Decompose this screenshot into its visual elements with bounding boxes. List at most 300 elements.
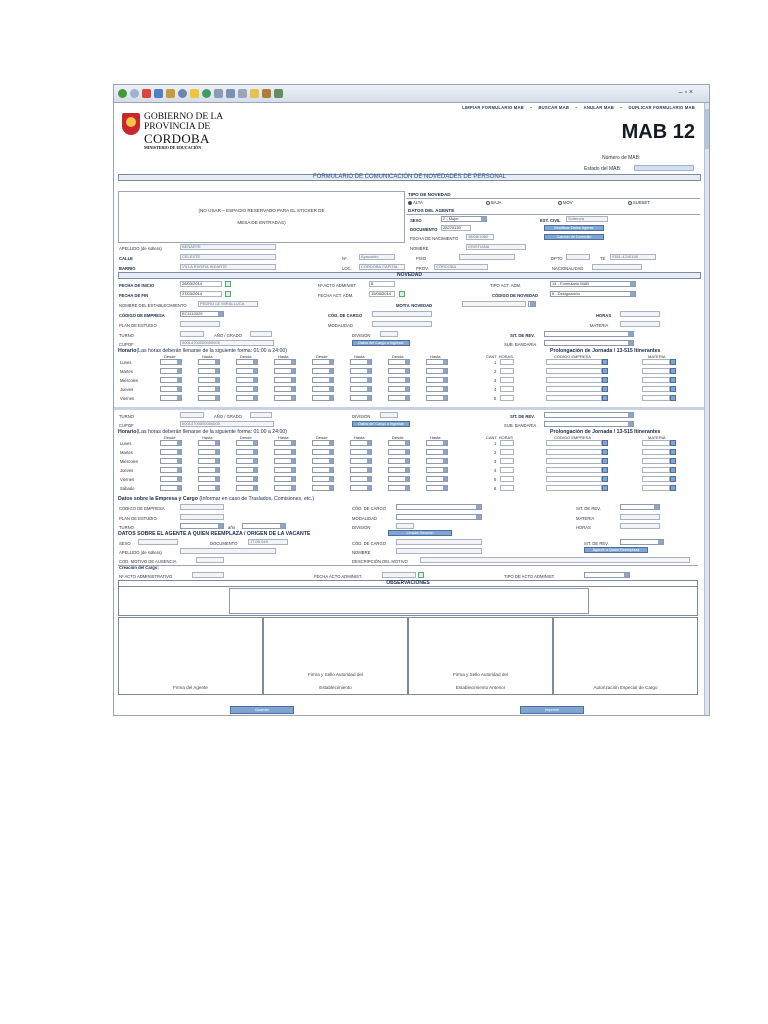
sub-bandaria2-select[interactable] — [544, 421, 634, 427]
loc-label: LOC. — [342, 266, 352, 271]
hour-select[interactable] — [426, 485, 448, 491]
hour-select[interactable] — [426, 377, 448, 383]
cambio-domicilio-button[interactable]: Cambio de Domicilio — [544, 234, 604, 240]
division-label: DIVISION — [352, 333, 371, 338]
horario-col-label: Desde — [392, 354, 404, 359]
hour-select[interactable] — [388, 395, 410, 401]
imprimir-button[interactable]: Imprimir — [520, 706, 584, 714]
messenger-icon[interactable] — [274, 89, 283, 98]
media-icon[interactable] — [202, 89, 211, 98]
ec-anio-select[interactable] — [242, 523, 286, 529]
radio-baja[interactable]: BAJA — [486, 200, 501, 205]
cupof-label: CUPOF — [119, 342, 134, 347]
hour-select[interactable] — [350, 395, 372, 401]
lookup-button[interactable] — [670, 359, 676, 365]
hour-select[interactable] — [350, 449, 372, 455]
hour-select[interactable] — [198, 359, 220, 365]
codigo-empresa-field[interactable] — [546, 440, 602, 446]
fecha-nac-field[interactable]: 18/08/1982 — [466, 234, 494, 240]
sub-bandaria-select[interactable] — [544, 340, 634, 346]
lookup-button[interactable] — [670, 458, 676, 464]
hour-select[interactable] — [274, 467, 296, 473]
codigo-empresa-field[interactable] — [546, 368, 602, 374]
hour-select[interactable] — [160, 440, 182, 446]
re-cod-cargo-label: CÓD. DE CARGO — [352, 541, 386, 546]
nacionalidad-field[interactable] — [592, 264, 642, 270]
ec-sit-rev-label: SIT. DE REV. — [576, 506, 601, 511]
cant-horas-field[interactable] — [500, 440, 514, 446]
cod-cargo-field[interactable] — [372, 311, 432, 317]
hour-select[interactable] — [426, 368, 448, 374]
hour-select[interactable] — [160, 368, 182, 374]
lookup-button[interactable] — [602, 485, 608, 491]
hour-select[interactable] — [160, 386, 182, 392]
cant-horas-field[interactable] — [500, 458, 514, 464]
hour-select[interactable] — [236, 359, 258, 365]
lookup-button[interactable] — [670, 377, 676, 383]
ec-modalidad-select[interactable] — [396, 514, 482, 520]
lookup-button[interactable] — [602, 377, 608, 383]
print-icon[interactable] — [238, 89, 247, 98]
piso-field[interactable] — [459, 254, 515, 260]
hour-select[interactable] — [160, 476, 182, 482]
hour-select[interactable] — [350, 368, 372, 374]
codigo-empresa-field[interactable] — [546, 386, 602, 392]
day-label: Martes — [120, 450, 133, 455]
ec-materia-field[interactable] — [620, 514, 660, 520]
hour-select[interactable] — [160, 395, 182, 401]
hour-select[interactable] — [198, 485, 220, 491]
hour-select[interactable] — [350, 467, 372, 473]
apellido-field[interactable]: BENARTE — [180, 244, 276, 250]
day-label: Lunes — [120, 360, 132, 365]
vertical-scrollbar[interactable] — [704, 103, 709, 716]
hour-select[interactable] — [388, 386, 410, 392]
hour-select[interactable] — [160, 458, 182, 464]
hour-select[interactable] — [198, 449, 220, 455]
calendar-icon[interactable] — [418, 572, 424, 578]
hour-select[interactable] — [274, 368, 296, 374]
motiv-field[interactable] — [462, 301, 526, 307]
lookup-button[interactable] — [602, 476, 608, 482]
hour-select[interactable] — [312, 368, 334, 374]
cant-horas-field[interactable] — [500, 377, 514, 383]
materia-field[interactable] — [642, 386, 670, 392]
lookup-button[interactable] — [670, 368, 676, 374]
codigo-empresa-label: CODIGO EMPRESA — [554, 435, 591, 440]
day-label: Viernes — [120, 477, 135, 482]
division-field[interactable] — [380, 331, 398, 337]
hour-select[interactable] — [388, 458, 410, 464]
materia-field[interactable] — [642, 377, 670, 383]
hour-select[interactable] — [274, 458, 296, 464]
datos-cargo-button[interactable]: Datos del Cargo a Ingresar — [352, 340, 410, 346]
logo-line-4: MINISTERIO DE EDUCACIÓN — [144, 145, 202, 150]
ec-plan-label: PLAN DE ESTUDIO — [119, 516, 157, 521]
lookup-button[interactable] — [602, 449, 608, 455]
hour-select[interactable] — [312, 449, 334, 455]
materia-field[interactable] — [642, 485, 670, 491]
materia-col-label: MATERIA — [648, 435, 666, 440]
hour-select[interactable] — [426, 440, 448, 446]
fecha-act-field[interactable]: 19/05/2014 — [369, 291, 395, 297]
codigo-novedad-select[interactable]: 6 - Designación — [550, 291, 636, 297]
hour-select[interactable] — [198, 458, 220, 464]
codigo-empresa-field[interactable] — [546, 377, 602, 383]
hour-select[interactable] — [388, 476, 410, 482]
sexo-select[interactable]: 2 - Mujer — [441, 216, 487, 222]
codigo-empresa-field[interactable] — [546, 485, 602, 491]
materia-field[interactable] — [642, 458, 670, 464]
ec-cod-empresa-label: CÓDIGO DE EMPRESA — [119, 506, 165, 511]
lookup-button[interactable] — [670, 476, 676, 482]
hour-select[interactable] — [426, 386, 448, 392]
row-number: 4 — [494, 468, 497, 473]
hour-select[interactable] — [198, 440, 220, 446]
hour-select[interactable] — [388, 440, 410, 446]
day-label: Miércoles — [120, 459, 138, 464]
search-icon[interactable] — [178, 89, 187, 98]
hour-select[interactable] — [236, 377, 258, 383]
row-number: 1 — [494, 360, 497, 365]
lookup-button[interactable] — [602, 440, 608, 446]
anio2-field[interactable] — [250, 412, 272, 418]
lookup-button[interactable] — [670, 485, 676, 491]
cant-horas-field[interactable] — [500, 467, 514, 473]
hour-select[interactable] — [350, 476, 372, 482]
radio-alta[interactable]: ALTA — [408, 200, 423, 205]
hour-select[interactable] — [160, 449, 182, 455]
window-controls[interactable]: – ▫ × — [678, 89, 693, 96]
hour-select[interactable] — [274, 476, 296, 482]
fecha-inicio-field[interactable]: 26/03/2014 — [180, 281, 222, 287]
motiv-select[interactable] — [528, 301, 536, 307]
hour-select[interactable] — [198, 476, 220, 482]
hour-select[interactable] — [198, 377, 220, 383]
cant-horas-field[interactable] — [500, 449, 514, 455]
cod-empresa-select[interactable]: EC1110029 — [180, 311, 224, 317]
materia-field[interactable] — [642, 359, 670, 365]
turno2-field[interactable] — [180, 412, 204, 418]
establecimiento-field[interactable]: PEDRO LE MIRALLUCA — [198, 301, 258, 307]
re-nombre-field[interactable] — [396, 548, 482, 554]
agente-reemplaza-button[interactable]: Agente a Quien Reemplaza — [584, 547, 648, 553]
nombre-field[interactable]: CRISTIANA — [466, 244, 526, 250]
re-nombre-label: NOMBRE — [352, 550, 371, 555]
cant-horas-field[interactable] — [500, 476, 514, 482]
dpto-field[interactable] — [566, 254, 590, 260]
prolongacion-title: Prolongación de Jornada / 13-515 Itinerantes — [550, 348, 661, 354]
hour-select[interactable] — [160, 377, 182, 383]
tipo-novedad-header — [406, 191, 700, 199]
ec-horas-field[interactable] — [620, 523, 660, 529]
row-number: 6 — [494, 486, 497, 491]
horas-field[interactable] — [620, 311, 660, 317]
day-label: Miércoles — [120, 378, 138, 383]
codigo-empresa-field[interactable] — [546, 458, 602, 464]
hour-select[interactable] — [388, 449, 410, 455]
back-icon[interactable] — [118, 89, 127, 98]
lookup-button[interactable] — [670, 449, 676, 455]
datos-cargo2-button[interactable]: Datos del Cargo a Ingresar — [352, 421, 410, 427]
observaciones-textarea[interactable] — [229, 588, 589, 614]
observaciones-box — [118, 580, 698, 616]
logo-line-2: PROVINCIA DE — [144, 121, 211, 132]
government-logo — [122, 113, 223, 150]
re-fecha-acto-field[interactable] — [382, 572, 416, 578]
edit-icon[interactable] — [250, 89, 259, 98]
lookup-button[interactable] — [670, 440, 676, 446]
prov-field[interactable]: CÓRDOBA — [434, 264, 488, 270]
stop-icon[interactable] — [142, 89, 151, 98]
nro-acto-label: Nº ACTO ADMINIST. — [318, 283, 357, 288]
materia-field[interactable] — [642, 368, 670, 374]
hour-select[interactable] — [312, 458, 334, 464]
barrio-field[interactable]: VILLA RIVERA INDARTE — [180, 264, 276, 270]
ec-cod-cargo-select[interactable] — [396, 504, 482, 510]
nombre-label: NOMBRE — [410, 246, 429, 251]
calendar-icon[interactable] — [225, 281, 231, 287]
codigo-empresa-label: CODIGO EMPRESA — [554, 354, 591, 359]
motiv-label: MOTIV. NOVEDAD — [396, 303, 433, 308]
horas-label: HORAS — [596, 313, 612, 318]
re-motivo-field[interactable] — [196, 557, 224, 563]
ec-plan-field[interactable] — [180, 514, 224, 520]
scrollbar-thumb[interactable] — [705, 109, 710, 149]
documento-field[interactable]: 28270130 — [441, 225, 471, 231]
re-apellido-field[interactable] — [180, 548, 276, 554]
calendar-icon[interactable] — [399, 291, 405, 297]
hour-select[interactable] — [350, 485, 372, 491]
re-nro-acto-label: Nº ACTO ADMINISTRATIVO — [119, 574, 173, 579]
ec-turno-select[interactable] — [180, 523, 224, 529]
ec-division-field[interactable] — [396, 523, 414, 529]
codigo-empresa-field[interactable] — [546, 476, 602, 482]
hour-select[interactable] — [274, 377, 296, 383]
cupof-field[interactable]: 00014700000000005 — [180, 340, 274, 346]
tipo-acto-select[interactable]: 14 - Formulario MAB — [550, 281, 636, 287]
loc-field[interactable]: CORDOBA CAPITAL — [359, 264, 405, 270]
lookup-button[interactable] — [602, 467, 608, 473]
favorites-icon[interactable] — [190, 89, 199, 98]
history-icon[interactable] — [214, 89, 223, 98]
re-nro-acto-field[interactable] — [192, 572, 224, 578]
hour-select[interactable] — [350, 440, 372, 446]
nav-limpiar[interactable]: LIMPIAR FORMULARIO MAB — [462, 105, 524, 110]
materia-field[interactable] — [642, 476, 670, 482]
lookup-button[interactable] — [602, 359, 608, 365]
division2-field[interactable] — [380, 412, 398, 418]
horario-col-label: Hasta — [354, 435, 365, 440]
sit-rev-select[interactable] — [544, 331, 634, 337]
hour-select[interactable] — [350, 386, 372, 392]
hour-select[interactable] — [350, 359, 372, 365]
empresa-cargo-heading: Datos sobre la Empresa y Cargo (Informar en caso de Traslados, Comisiones, etc.) — [118, 496, 315, 502]
hour-select[interactable] — [236, 449, 258, 455]
anio-field[interactable] — [250, 331, 272, 337]
turno2-label: TURNO — [119, 414, 134, 419]
plan-field[interactable] — [180, 321, 220, 327]
codigo-empresa-field[interactable] — [546, 467, 602, 473]
tel-field[interactable]: 0351-4240198 — [610, 254, 656, 260]
hour-select[interactable] — [274, 485, 296, 491]
nacionalidad-label: NACIONALIDAD — [552, 266, 584, 271]
hour-select[interactable] — [426, 476, 448, 482]
modalidad-field[interactable] — [372, 321, 432, 327]
materia-field[interactable] — [620, 321, 660, 327]
cant-horas-field[interactable] — [500, 485, 514, 491]
re-sexo-field[interactable] — [138, 539, 178, 545]
cant-horas-field[interactable] — [500, 368, 514, 374]
ec-cod-empresa-field[interactable] — [180, 504, 224, 510]
radio-mov[interactable]: MOV — [558, 200, 573, 205]
hour-select[interactable] — [274, 449, 296, 455]
autorizacion-cell — [553, 617, 698, 695]
re-sit-rev-select[interactable] — [620, 539, 664, 545]
home-icon[interactable] — [166, 89, 175, 98]
re-sexo-label: SEXO — [119, 541, 131, 546]
turno-field[interactable] — [180, 331, 204, 337]
hour-select[interactable] — [426, 359, 448, 365]
re-cod-cargo-field[interactable] — [396, 539, 482, 545]
cant-horas-field[interactable] — [500, 359, 514, 365]
hour-select[interactable] — [426, 458, 448, 464]
hour-select[interactable] — [198, 368, 220, 374]
hour-select[interactable] — [236, 458, 258, 464]
hour-select[interactable] — [236, 485, 258, 491]
materia-col-label: MATERIA — [648, 354, 666, 359]
hour-select[interactable] — [198, 395, 220, 401]
hour-select[interactable] — [312, 440, 334, 446]
hour-select[interactable] — [312, 377, 334, 383]
hour-select[interactable] — [236, 386, 258, 392]
horario-heading: Horario(Las horas deberán llenarse de la siguiente forma: 01:00 a 24:00) — [118, 348, 287, 354]
hour-select[interactable] — [274, 359, 296, 365]
firma-establecimiento-cell — [263, 617, 408, 695]
hour-select[interactable] — [312, 386, 334, 392]
materia-field[interactable] — [642, 449, 670, 455]
codigo-empresa-field[interactable] — [546, 395, 602, 401]
hour-select[interactable] — [236, 395, 258, 401]
hour-select[interactable] — [388, 359, 410, 365]
hour-select[interactable] — [388, 467, 410, 473]
limpiar-seccion-button[interactable]: Limpiar Sección — [388, 530, 452, 536]
radio-subset[interactable]: SUBSET — [628, 200, 650, 205]
hour-select[interactable] — [312, 467, 334, 473]
cant-horas-field[interactable] — [500, 395, 514, 401]
hour-select[interactable] — [160, 359, 182, 365]
materia-field[interactable] — [642, 440, 670, 446]
lookup-button[interactable] — [602, 386, 608, 392]
creacion-cargo-label: Creación del Cargo: — [119, 565, 159, 570]
lookup-button[interactable] — [670, 395, 676, 401]
hour-select[interactable] — [388, 368, 410, 374]
hour-select[interactable] — [236, 467, 258, 473]
ec-turno-label: TURNO — [119, 525, 134, 530]
cant-horas-field[interactable] — [500, 386, 514, 392]
hour-select[interactable] — [160, 467, 182, 473]
lookup-button[interactable] — [602, 395, 608, 401]
firma-est-line1: Firma y Sello Autoridad del — [308, 672, 363, 677]
hour-select[interactable] — [274, 440, 296, 446]
calle-field[interactable]: CELESTE — [180, 254, 276, 260]
row-number: 5 — [494, 396, 497, 401]
lookup-button[interactable] — [602, 368, 608, 374]
hour-select[interactable] — [312, 485, 334, 491]
calendar-icon[interactable] — [225, 291, 231, 297]
refresh-icon[interactable] — [154, 89, 163, 98]
autorizacion-label: Autorización Especial de Cargo — [593, 685, 658, 690]
hour-select[interactable] — [236, 368, 258, 374]
hour-select[interactable] — [198, 467, 220, 473]
est-civil-field[interactable]: Soltero/a — [566, 216, 608, 222]
day-label: Jueves — [120, 468, 134, 473]
lookup-button[interactable] — [670, 386, 676, 392]
forward-icon[interactable] — [130, 89, 139, 98]
hour-select[interactable] — [236, 440, 258, 446]
ec-sit-rev-select[interactable] — [620, 504, 660, 510]
nro-acto-field[interactable]: 8 — [369, 281, 395, 287]
nro-field[interactable]: Ayacucho — [359, 254, 395, 260]
hour-select[interactable] — [198, 386, 220, 392]
hour-select[interactable] — [426, 395, 448, 401]
re-motivo-label: COD. MOTIVO DE AUSENCIA — [119, 559, 177, 564]
ec-division-label: DIVISION — [352, 525, 371, 530]
fecha-fin-field[interactable]: 27/03/2014 — [180, 291, 222, 297]
hour-select[interactable] — [236, 476, 258, 482]
lookup-button[interactable] — [670, 467, 676, 473]
observaciones-title: OBSERVACIONES — [119, 581, 697, 587]
modificar-agente-button[interactable]: Modificar Datos Agente — [544, 225, 604, 231]
materia-field[interactable] — [642, 395, 670, 401]
discuss-icon[interactable] — [262, 89, 271, 98]
hour-select[interactable] — [388, 485, 410, 491]
hour-select[interactable] — [426, 467, 448, 473]
cupof2-field[interactable]: 00014700000000005 — [180, 421, 274, 427]
lookup-button[interactable] — [602, 458, 608, 464]
materia-field[interactable] — [642, 467, 670, 473]
re-tipo-acto-select[interactable] — [584, 572, 630, 578]
row-number: 3 — [494, 459, 497, 464]
hour-select[interactable] — [312, 359, 334, 365]
mail-icon[interactable] — [226, 89, 235, 98]
horario-col-label: Hasta — [278, 354, 289, 359]
hour-select[interactable] — [274, 395, 296, 401]
hour-select[interactable] — [274, 386, 296, 392]
sticker-line-2: MESA DE ENTRADAS) — [237, 220, 286, 225]
hour-select[interactable] — [388, 377, 410, 383]
novedad-title: NOVEDAD — [118, 272, 701, 279]
re-documento-field[interactable]: 17.05.049 — [248, 539, 288, 545]
hour-select[interactable] — [426, 449, 448, 455]
hour-select[interactable] — [312, 395, 334, 401]
numero-mab-label: Número de MAB: — [602, 155, 641, 161]
hour-select[interactable] — [350, 377, 372, 383]
horario-col-label: Hasta — [430, 354, 441, 359]
codigo-empresa-field[interactable] — [546, 359, 602, 365]
hour-select[interactable] — [312, 476, 334, 482]
hour-select[interactable] — [160, 485, 182, 491]
row-number: 1 — [494, 441, 497, 446]
re-descripcion-field[interactable] — [420, 557, 690, 563]
sit-rev2-select[interactable] — [544, 412, 634, 418]
nav-duplicar[interactable]: DUPLICAR FORMULARIO MAB — [628, 105, 695, 110]
hour-select[interactable] — [350, 458, 372, 464]
nav-buscar[interactable]: BUSCAR MAB — [538, 105, 570, 110]
codigo-empresa-field[interactable] — [546, 449, 602, 455]
nav-anular[interactable]: ANULAR MAB — [583, 105, 614, 110]
guardar-button[interactable]: Guardar — [230, 706, 294, 714]
